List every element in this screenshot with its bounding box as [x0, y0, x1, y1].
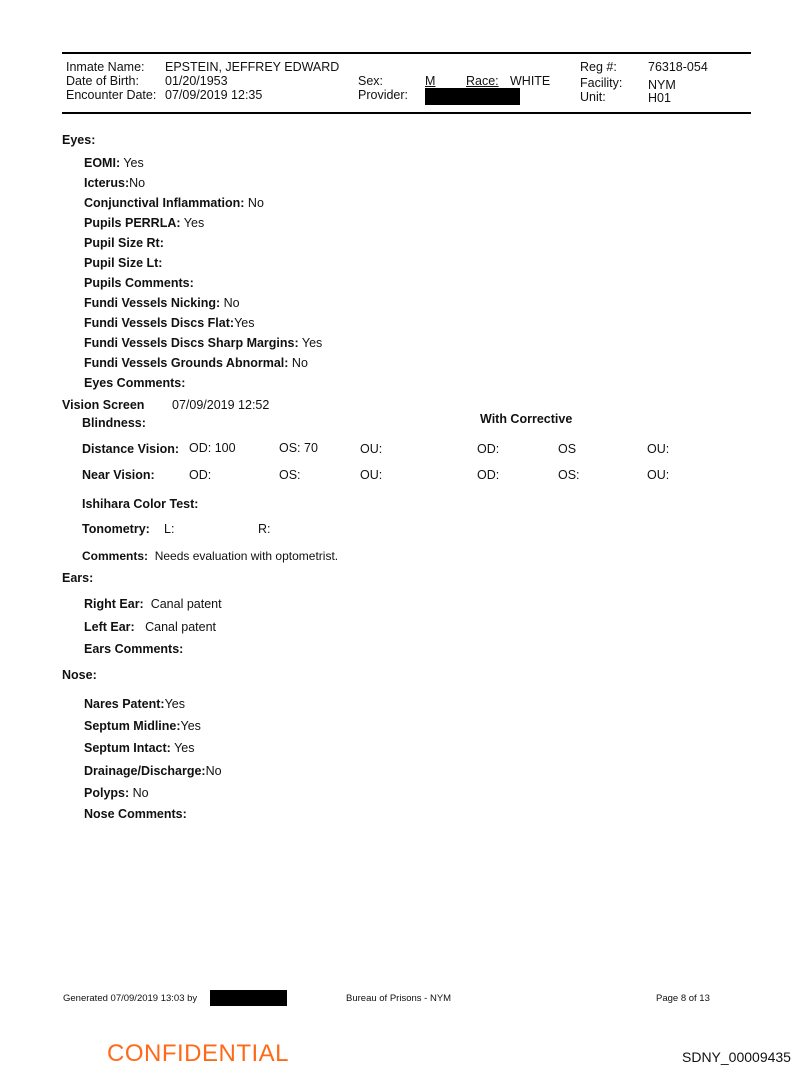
distance-corrective-ou: OU:	[647, 442, 670, 456]
eyes-field-pupils-comments: Pupils Comments:	[84, 276, 194, 290]
near-os: OS:	[279, 468, 301, 482]
encounter-date: 07/09/2019 12:35	[165, 88, 263, 102]
sex-label: Sex:	[358, 74, 384, 88]
blindness-label: Blindness:	[82, 416, 146, 430]
confidential-stamp: CONFIDENTIAL	[107, 1040, 290, 1067]
inmate-name: EPSTEIN, JEFFREY EDWARD	[165, 60, 340, 74]
race-value: WHITE	[510, 74, 551, 88]
eyes-field-fundi-grounds: Fundi Vessels Grounds Abnormal: No	[84, 356, 308, 370]
page-number: Page 8 of 13	[656, 993, 710, 1004]
ears-field-right: Right Ear: Canal patent	[84, 597, 222, 611]
inmate-name-label: Inmate Name:	[66, 60, 145, 74]
dob: 01/20/1953	[165, 74, 228, 88]
eyes-section-title: Eyes:	[62, 133, 96, 147]
race-label: Race:	[466, 74, 499, 88]
reg-number: 76318-054	[648, 60, 708, 74]
tonometry-left: L:	[164, 522, 175, 536]
eyes-field-eomi: EOMI: Yes	[84, 156, 144, 170]
unit-value: H01	[648, 91, 671, 105]
generated-by: Generated 07/09/2019 13:03 by	[63, 993, 198, 1004]
eyes-field-comments: Eyes Comments:	[84, 376, 186, 390]
eyes-field-pupil-size-lt: Pupil Size Lt:	[84, 256, 163, 270]
generated-by-redaction	[210, 990, 287, 1006]
bates-number: SDNY_00009435	[682, 1049, 791, 1065]
reg-label: Reg #:	[580, 60, 617, 74]
distance-corrective-os: OS	[558, 442, 577, 456]
with-corrective-heading: With Corrective	[480, 412, 573, 426]
near-od: OD:	[189, 468, 212, 482]
tonometry-right: R:	[258, 522, 271, 536]
tonometry-label: Tonometry:	[82, 522, 150, 536]
eyes-field-conjunctival: Conjunctival Inflammation: No	[84, 196, 264, 210]
vision-screen-title: Vision Screen	[62, 398, 145, 412]
nose-field-septum-intact: Septum Intact: Yes	[84, 741, 195, 755]
facility-value: NYM	[648, 78, 676, 92]
nose-field-polyps: Polyps: No	[84, 786, 149, 800]
nose-field-nares: Nares Patent:Yes	[84, 697, 185, 711]
encounter-label: Encounter Date:	[66, 88, 157, 102]
distance-ou: OU:	[360, 442, 383, 456]
dob-label: Date of Birth:	[66, 74, 139, 88]
near-corrective-ou: OU:	[647, 468, 670, 482]
nose-section-title: Nose:	[62, 668, 97, 682]
eyes-field-pupil-size-rt: Pupil Size Rt:	[84, 236, 164, 250]
provider-redaction	[425, 88, 520, 105]
header-top-rule	[62, 52, 751, 54]
unit-label: Unit:	[580, 90, 606, 104]
distance-od: OD: 100	[189, 441, 236, 455]
distance-os: OS: 70	[279, 441, 318, 455]
near-corrective-od: OD:	[477, 468, 500, 482]
vision-comments: Comments: Needs evaluation with optometrist.	[82, 549, 339, 563]
distance-vision-label: Distance Vision:	[82, 442, 180, 456]
sex-value: M	[425, 74, 436, 88]
nose-field-septum-midline: Septum Midline:Yes	[84, 719, 201, 733]
distance-corrective-od: OD:	[477, 442, 500, 456]
eyes-field-fundi-nicking: Fundi Vessels Nicking: No	[84, 296, 240, 310]
vision-screen-date: 07/09/2019 12:52	[172, 398, 270, 412]
eyes-field-pupils-perrla: Pupils PERRLA: Yes	[84, 216, 205, 230]
ishihara-label: Ishihara Color Test:	[82, 497, 199, 511]
near-corrective-os: OS:	[558, 468, 580, 482]
near-ou: OU:	[360, 468, 383, 482]
eyes-field-fundi-discs-flat: Fundi Vessels Discs Flat:Yes	[84, 316, 255, 330]
footer-organization: Bureau of Prisons - NYM	[346, 993, 452, 1004]
nose-field-comments: Nose Comments:	[84, 807, 187, 821]
near-vision-label: Near Vision:	[82, 468, 155, 482]
ears-field-comments: Ears Comments:	[84, 642, 184, 656]
provider-label: Provider:	[358, 88, 409, 102]
ears-field-left: Left Ear: Canal patent	[84, 620, 217, 634]
eyes-field-icterus: Icterus:No	[84, 176, 146, 190]
header-bottom-rule	[62, 112, 751, 114]
facility-label: Facility:	[580, 76, 623, 90]
eyes-field-fundi-sharp-margins: Fundi Vessels Discs Sharp Margins: Yes	[84, 336, 323, 350]
ears-section-title: Ears:	[62, 571, 94, 585]
nose-field-drainage: Drainage/Discharge:No	[84, 764, 222, 778]
